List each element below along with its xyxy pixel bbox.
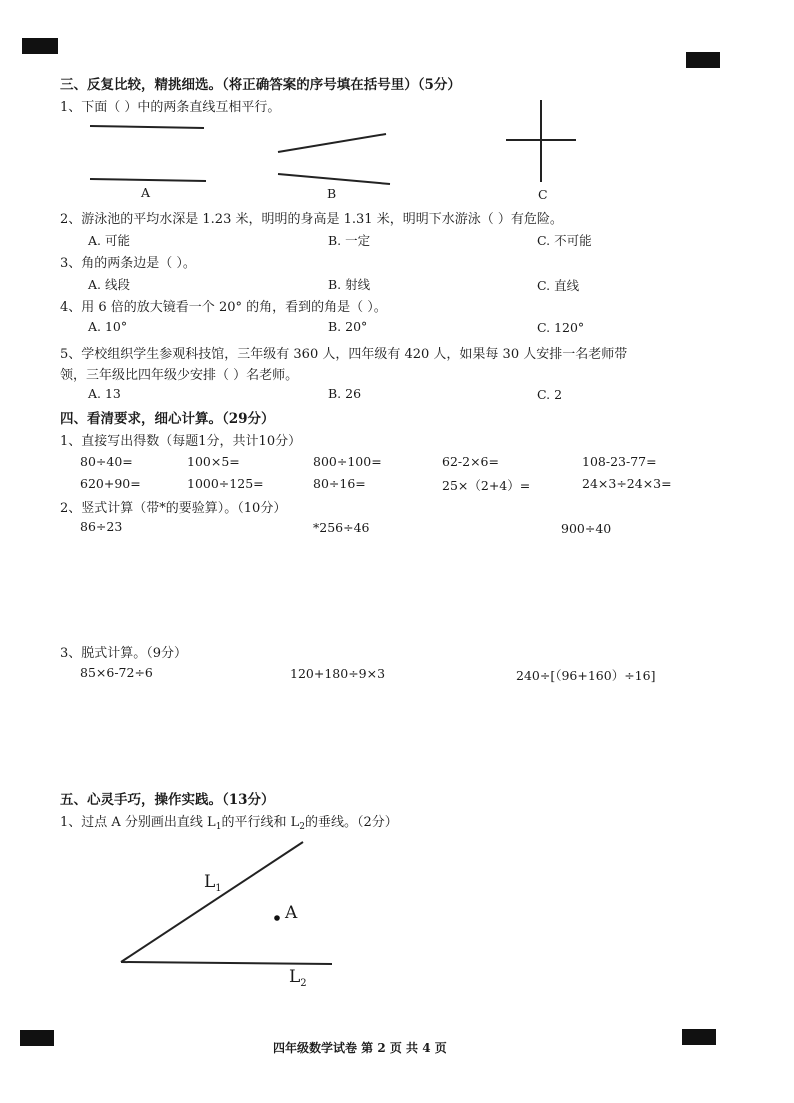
s3-q3-option-a: A. 线段: [88, 277, 130, 292]
s3-q4-text: 4、用 6 倍的放大镜看一个 20° 的角，看到的角是（ ）。: [60, 300, 387, 315]
fig-c-label: C: [538, 187, 548, 202]
fig-b-label: B: [327, 186, 337, 201]
line-l1: [121, 842, 303, 962]
oral-calc-item: 25×（2+4）=: [442, 478, 531, 493]
point-a-dot: [274, 915, 280, 921]
page-footer: 四年级数学试卷 第 2 页 共 4 页: [273, 1041, 447, 1055]
oral-calc-item: 80÷40=: [80, 454, 133, 469]
s3-q2-option-b: B. 一定: [328, 233, 371, 248]
s5-q1-text-part3: 的垂线。（2分）: [304, 815, 398, 830]
section4-title: 四、看清要求，细心计算。（29分）: [60, 411, 275, 427]
s3-q2-text: 2、游泳池的平均水深是 1.23 米，明明的身高是 1.31 米，明明下水游泳（ ）有危险。: [60, 212, 563, 227]
s3-q5-option-c: C. 2: [537, 387, 563, 402]
line-l2: [121, 962, 332, 964]
s4-q2-text: 2、竖式计算（带*的要验算）。（10分）: [60, 501, 287, 516]
s4-q3-text: 3、脱式计算。（9分）: [60, 646, 188, 661]
s3-q3-text: 3、角的两条边是（ ）。: [60, 256, 196, 271]
oral-calc-item: 80÷16=: [313, 476, 366, 491]
fig-l2-label: $L_2$: [289, 967, 307, 989]
section3-title: 三、反复比较，精挑细选。（将正确答案的序号填在括号里）（5分）: [60, 77, 461, 93]
s5-q1-text-part1: 1、过点 A 分别画出直线 L: [60, 815, 216, 830]
s3-q2-option-a: A. 可能: [88, 233, 130, 248]
vertical-calc-item: 86÷23: [80, 519, 123, 534]
oral-calc-item: 108-23-77=: [582, 454, 657, 469]
fig-l1-subscript: 1: [215, 883, 222, 894]
s5-q1-l2-subscript: 2: [299, 822, 305, 832]
oral-calc-item: 100×5=: [187, 454, 240, 469]
oral-calc-item: 62-2×6=: [442, 454, 499, 469]
s3-q2-option-c: C. 不可能: [537, 233, 592, 248]
s5-q1-l1-subscript: 1: [215, 822, 222, 832]
s3-q3-option-b: B. 射线: [328, 277, 371, 292]
vertical-calc-item: *256÷46: [313, 520, 370, 535]
stepwise-calc-item: 85×6-72÷6: [80, 665, 153, 680]
oral-calc-item: 24×3÷24×3=: [582, 476, 672, 491]
stepwise-calc-item: 120+180÷9×3: [290, 666, 386, 681]
s3-q5-text-line1: 5、学校组织学生参观科技馆，三年级有 360 人，四年级有 420 人，如果每 30 人安排一名老师带: [60, 347, 628, 362]
s3-q1-text: 1、下面（ ）中的两条直线互相平行。: [60, 100, 281, 115]
fig-l1-label: $L_1$: [204, 872, 222, 894]
s5-q1-text-part2: 的平行线和 L: [221, 815, 300, 830]
s3-q5-text-line2: 领，三年级比四年级少安排（ ）名老师。: [60, 368, 299, 383]
oral-calc-item: 800÷100=: [313, 454, 382, 469]
oral-calc-item: 1000÷125=: [187, 476, 264, 491]
fig-point-a-label: A: [285, 903, 298, 923]
s3-q3-option-c: C. 直线: [537, 278, 580, 293]
s3-q5-option-b: B. 26: [328, 386, 362, 401]
s4-q1-text: 1、直接写出得数（每题1分，共计10分）: [60, 434, 302, 449]
fig-a-label: A: [141, 185, 151, 200]
vertical-calc-item: 900÷40: [561, 521, 612, 536]
oral-calc-item: 620+90=: [80, 476, 141, 491]
s3-q4-option-a: A. 10°: [88, 319, 128, 334]
s3-q4-option-b: B. 20°: [328, 319, 368, 334]
fig-l2-subscript: 2: [300, 978, 307, 989]
section5-title: 五、心灵手巧，操作实践。（13分）: [60, 792, 275, 808]
s3-q5-option-a: A. 13: [88, 386, 121, 401]
stepwise-calc-item: 240÷[（96+160）÷16]: [516, 668, 656, 683]
s3-q4-option-c: C. 120°: [537, 320, 585, 335]
